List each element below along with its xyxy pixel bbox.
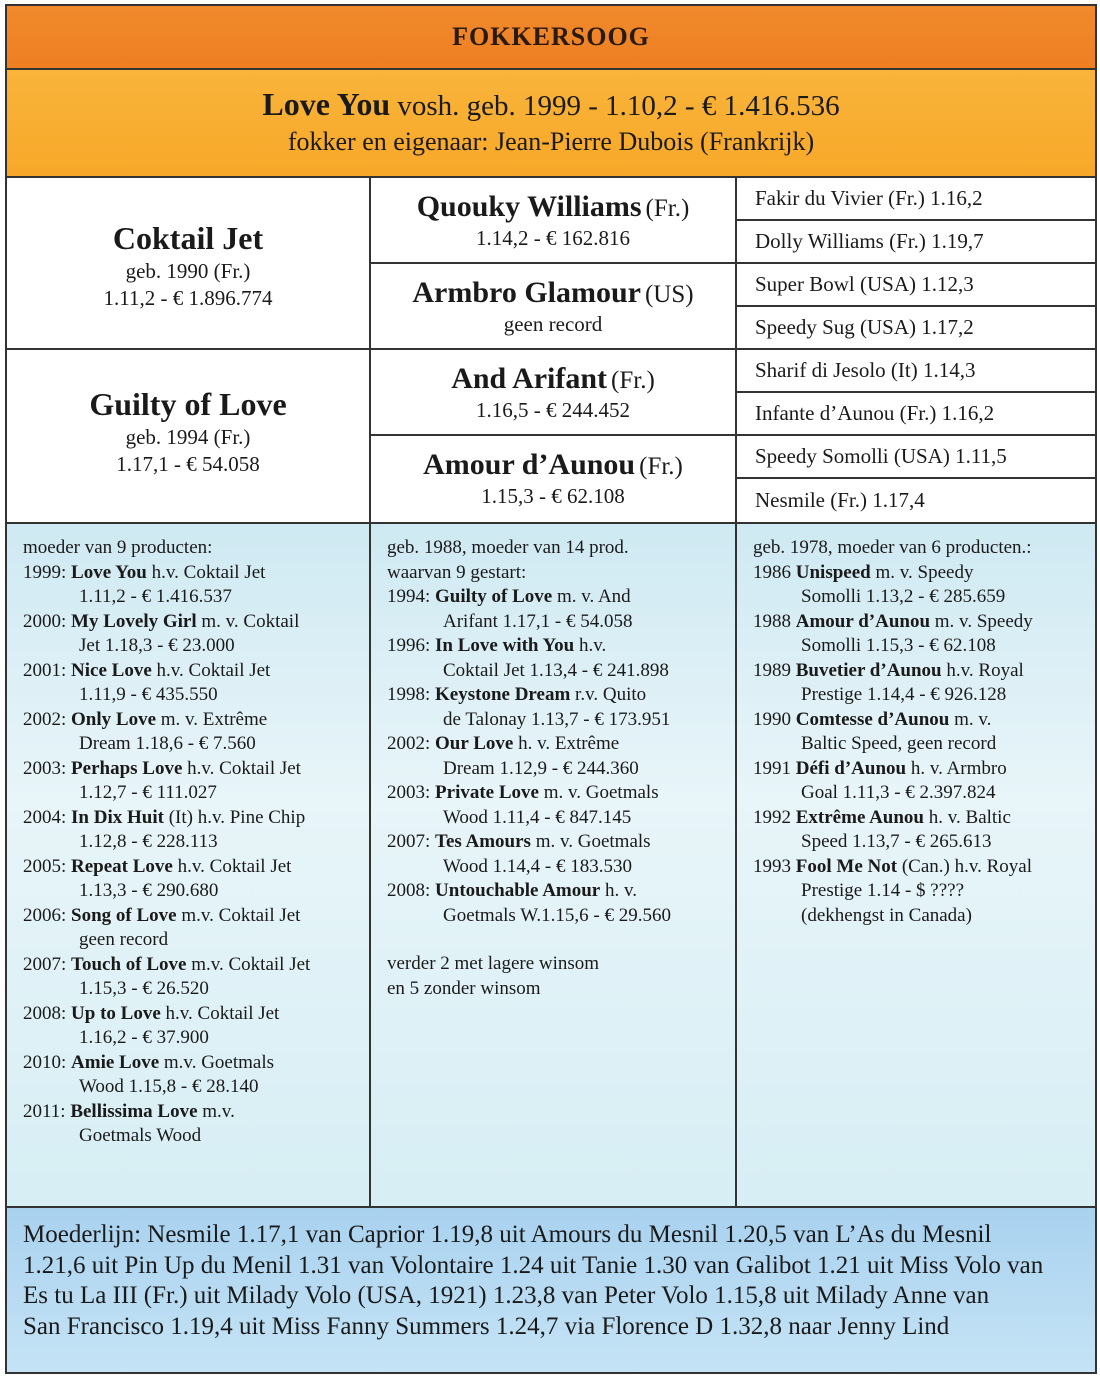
offspring-year: 1989: [753, 659, 791, 681]
great-granddam-offspring-column: [737, 524, 1095, 1206]
offspring-name: Amour d’Aunou: [795, 610, 931, 632]
offspring-record: Prestige 1.14 - $ ????: [801, 880, 965, 901]
offspring-desc: m.v. Goetmals: [163, 1051, 275, 1073]
offspring-name: My Lovely Girl: [71, 610, 197, 632]
offspring-record: Dream 1.18,6 - € 7.560: [79, 733, 256, 754]
offspring-name: Guilty of Love: [435, 586, 553, 607]
offspring-record: 1.11,9 - € 435.550: [79, 684, 218, 705]
sire-born: geb. 1990 (Fr.): [125, 259, 251, 283]
grandparent-origin: (Fr.): [611, 367, 655, 394]
offspring-desc: h. v. Extrême: [518, 733, 620, 754]
spacer: [387, 928, 735, 952]
grandparent-cell: [371, 264, 735, 350]
offspring-record: Somolli 1.13,2 - € 285.659: [801, 586, 1006, 607]
offspring-record: Goetmals W.1.15,6 - € 29.560: [443, 904, 671, 926]
offspring-record: Somolli 1.15,3 - € 62.108: [801, 635, 996, 656]
offspring-record: 1.13,3 - € 290.680: [79, 880, 219, 901]
offspring-desc: m. v. Goetmals: [543, 782, 659, 803]
offspring-year: 2011:: [23, 1100, 66, 1122]
offspring-name: Extrême Aunou: [795, 806, 924, 828]
offspring-record: Wood 1.15,8 - € 28.140: [79, 1076, 259, 1097]
offspring-year: 1993: [753, 855, 791, 877]
offspring-year: 1999:: [23, 561, 67, 583]
offspring-name: Défi d’Aunou: [795, 757, 907, 779]
horse-header: [7, 70, 1095, 178]
offspring-year: 2003:: [387, 782, 431, 803]
offspring-desc: m.v.: [202, 1100, 235, 1122]
offspring-desc: h.v. Coktail Jet: [165, 1002, 280, 1024]
offspring-entry: [753, 561, 1095, 586]
offspring-record: Arifant 1.17,1 - € 54.058: [443, 610, 633, 632]
dam-offspring-column: [7, 524, 371, 1206]
offspring-name: Bellissima Love: [70, 1100, 198, 1122]
offspring-entry: [23, 1002, 369, 1027]
grandparent-name: Armbro Glamour: [412, 276, 641, 309]
offspring-year: 1990: [753, 708, 791, 730]
grandparent-origin: (Fr.): [639, 453, 683, 480]
offspring-record: Jet 1.18,3 - € 23.000: [79, 635, 235, 656]
dam-born: geb. 1994 (Fr.): [125, 425, 251, 449]
offspring-entry: [23, 757, 369, 782]
horse-details: vosh. geb. 1999 - 1.10,2 - € 1.416.536: [397, 90, 840, 122]
offspring-year: 2008:: [23, 1002, 67, 1024]
granddam-offspring-column: [371, 524, 737, 1206]
offspring-entry: [387, 830, 735, 855]
offspring-year: 2004:: [23, 806, 67, 828]
offspring-desc: h. v.: [605, 880, 638, 901]
offspring-entry: [23, 708, 369, 733]
dam-line-text: San Francisco 1.19,4 uit Miss Fanny Summers 1.24,7 via Florence D 1.32,8 naar Jenny Lind: [23, 1312, 950, 1340]
grandparent-record: 1.16,5 - € 244.452: [476, 398, 630, 422]
offspring-year: 2002:: [387, 733, 431, 754]
pedigree-card: [5, 4, 1097, 1374]
offspring-entry: [387, 585, 735, 610]
offspring-year: 1988: [753, 610, 791, 632]
grandparent-record: 1.14,2 - € 162.816: [476, 226, 630, 250]
offspring-year: 1996:: [387, 635, 431, 656]
offspring-year: 2005:: [23, 855, 67, 877]
offspring-record: Goal 1.11,3 - € 2.397.824: [801, 782, 996, 803]
offspring-entry: [387, 634, 735, 659]
offspring-desc: (It) h.v. Pine Chip: [168, 806, 306, 828]
grandparent-name: Quouky Williams: [416, 190, 642, 223]
offspring-note: (dekhengst in Canada): [801, 904, 972, 926]
column-outro: en 5 zonder winsom: [387, 977, 541, 999]
offspring-year: 2008:: [387, 880, 431, 901]
offspring-record: 1.16,2 - € 37.900: [79, 1027, 209, 1048]
offspring-name: Nice Love: [71, 659, 152, 681]
offspring-name: Fool Me Not: [795, 855, 898, 877]
dam-cell: [7, 350, 369, 522]
grandparent-name: Amour d’Aunou: [423, 448, 636, 481]
offspring-name: Comtesse d’Aunou: [795, 708, 950, 730]
grandparent-cell: [371, 436, 735, 522]
offspring-desc: m. v. Goetmals: [535, 831, 651, 852]
great-grandparents-column: [737, 178, 1095, 522]
offspring-entry: [387, 781, 735, 806]
offspring-year: 2001:: [23, 659, 67, 681]
offspring-entry: [753, 708, 1095, 733]
offspring-name: Private Love: [435, 782, 539, 803]
offspring-entry: [387, 879, 735, 904]
grandparent-origin: (US): [644, 281, 694, 308]
offspring-desc: h.v. Coktail Jet: [156, 659, 271, 681]
offspring-year: 2006:: [23, 904, 67, 926]
offspring-desc: h.v. Royal: [946, 659, 1024, 681]
offspring-name: Untouchable Amour: [435, 880, 601, 901]
great-grandparent: Speedy Somolli (USA) 1.11,5: [737, 436, 1095, 479]
offspring-year: 1991: [753, 757, 791, 779]
offspring-record: Dream 1.12,9 - € 244.360: [443, 757, 639, 779]
offspring-name: Touch of Love: [71, 953, 187, 975]
dam-line-text: Moederlijn: Nesmile 1.17,1 van Caprior 1.19,8 uit Amours du Mesnil 1.20,5 van L’As du Mesnil: [23, 1221, 992, 1248]
offspring-record: Baltic Speed, geen record: [801, 733, 997, 754]
page-title: FOKKERSOOG: [452, 22, 650, 51]
great-grandparent: Speedy Sug (USA) 1.17,2: [737, 307, 1095, 350]
great-grandparent: Nesmile (Fr.) 1.17,4: [755, 488, 925, 512]
offspring-name: Repeat Love: [71, 855, 173, 877]
offspring-record: Wood 1.14,4 - € 183.530: [443, 855, 632, 877]
grandparent-record: geen record: [503, 312, 603, 336]
offspring-entry: [23, 953, 369, 978]
column-outro: verder 2 met lagere winsom: [387, 953, 600, 974]
dam-record: 1.17,1 - € 54.058: [116, 452, 260, 476]
pedigree-table: [7, 178, 1095, 522]
offspring-year: 2010:: [23, 1051, 67, 1073]
offspring-entry: [753, 659, 1095, 684]
horse-line: [7, 86, 1095, 123]
offspring-record: geen record: [79, 929, 169, 950]
offspring-year: 2007:: [23, 953, 67, 975]
offspring-entry: [23, 659, 369, 684]
offspring-entry: [23, 904, 369, 929]
grandparent-cell: [371, 350, 735, 436]
dam-line-text: 1.21,6 uit Pin Up du Menil 1.31 van Volontaire 1.24 uit Tanie 1.30 van Galibot 1.21 uit Miss Volo van: [23, 1251, 1044, 1279]
offspring-year: 1994:: [387, 586, 431, 607]
offspring-record: 1.12,8 - € 228.113: [79, 831, 218, 852]
offspring-entry: [387, 683, 735, 708]
offspring-entry: [23, 806, 369, 831]
sire-name: Coktail Jet: [112, 220, 264, 256]
offspring-year: 2003:: [23, 757, 67, 779]
grandparent-cell: [371, 178, 735, 264]
owner-line: fokker en eigenaar: Jean-Pierre Dubois (Frankrijk): [287, 127, 815, 156]
dam-name: Guilty of Love: [89, 386, 287, 422]
offspring-name: Amie Love: [71, 1051, 160, 1073]
offspring-name: Song of Love: [71, 904, 177, 926]
offspring-entry: [387, 732, 735, 757]
sire-cell: [7, 178, 369, 350]
offspring-desc: h. v. Baltic: [928, 806, 1011, 828]
column-intro: waarvan 9 gestart:: [387, 561, 527, 583]
great-grandparent: Infante d’Aunou (Fr.) 1.16,2: [737, 393, 1095, 436]
offspring-desc: h.v.: [578, 635, 607, 656]
offspring-entry: [753, 855, 1095, 880]
offspring-record: 1.15,3 - € 26.520: [79, 978, 209, 999]
offspring-record: Wood 1.11,4 - € 847.145: [443, 806, 632, 828]
sire-record: 1.11,2 - € 1.896.774: [103, 286, 273, 310]
offspring-desc: (Can.) h.v. Royal: [901, 855, 1032, 877]
offspring-entry: [753, 806, 1095, 831]
horse-name: Love You: [262, 86, 391, 122]
grandparent-name: And Arifant: [451, 362, 608, 395]
offspring-year: 1998:: [387, 684, 431, 705]
column-intro: moeder van 9 producten:: [23, 537, 213, 558]
column-intro: geb. 1978, moeder van 6 producten.:: [753, 537, 1032, 558]
offspring-name: Only Love: [71, 708, 157, 730]
offspring-record: Speed 1.13,7 - € 265.613: [801, 831, 992, 852]
grandparent-origin: (Fr.): [645, 195, 690, 222]
offspring-desc: m. v.: [954, 708, 992, 730]
offspring-entry: [23, 610, 369, 635]
offspring-entry: [753, 610, 1095, 635]
offspring-desc: h.v. Coktail Jet: [151, 561, 266, 583]
offspring-desc: m. v. And: [556, 586, 631, 607]
dam-line-footer: [7, 1208, 1095, 1372]
offspring-desc: h. v. Armbro: [910, 757, 1007, 779]
offspring-name: Buvetier d’Aunou: [795, 659, 942, 681]
offspring-record: de Talonay 1.13,7 - € 173.951: [443, 708, 671, 730]
offspring-desc: m.v. Coktail Jet: [181, 904, 301, 926]
offspring-desc: h.v. Coktail Jet: [187, 757, 301, 779]
offspring-name: In Love with You: [435, 635, 575, 656]
grandparents-column: [371, 178, 737, 522]
offspring-desc: h.v. Coktail Jet: [177, 855, 292, 877]
great-grandparent: Sharif di Jesolo (It) 1.14,3: [737, 350, 1095, 393]
offspring-year: 1986: [753, 561, 791, 583]
offspring-name: Keystone Dream: [435, 684, 571, 705]
offspring-year: 1992: [753, 806, 791, 828]
offspring-name: Tes Amours: [435, 831, 531, 852]
offspring-desc: m.v. Coktail Jet: [191, 953, 311, 975]
offspring-desc: r.v. Quito: [575, 684, 647, 705]
great-grandparent: Dolly Williams (Fr.) 1.19,7: [737, 221, 1095, 264]
offspring-record: 1.12,7 - € 111.027: [79, 782, 217, 803]
dam-line-text: Es tu La III (Fr.) uit Milady Volo (USA, 1921) 1.23,8 van Peter Volo 1.15,8 uit Milady Anne van: [23, 1282, 990, 1309]
offspring-year: 2002:: [23, 708, 67, 730]
offspring-entry: [23, 561, 369, 586]
offspring-desc: m. v. Coktail: [201, 610, 300, 632]
offspring-name: Our Love: [435, 733, 514, 754]
great-grandparent: Super Bowl (USA) 1.12,3: [737, 264, 1095, 307]
offspring-name: Up to Love: [71, 1002, 161, 1024]
grandparent-record: 1.15,3 - € 62.108: [481, 484, 625, 508]
offspring-record: 1.11,2 - € 1.416.537: [79, 586, 232, 607]
offspring-desc: m. v. Speedy: [934, 610, 1033, 632]
offspring-name: Love You: [71, 561, 147, 583]
offspring-entry: [23, 1051, 369, 1076]
offspring-entry: [23, 855, 369, 880]
offspring-record: Goetmals Wood: [79, 1125, 202, 1146]
parents-column: [7, 178, 371, 522]
offspring-name: Perhaps Love: [71, 757, 183, 779]
title-bar: [7, 6, 1095, 70]
offspring-entry: [23, 1100, 369, 1125]
offspring-record: Prestige 1.14,4 - € 926.128: [801, 684, 1007, 705]
offspring-name: In Dix Huit: [71, 806, 164, 828]
offspring-year: 2000:: [23, 610, 67, 632]
offspring-name: Unispeed: [795, 561, 871, 583]
offspring-year: 2007:: [387, 831, 431, 852]
offspring-section: [7, 522, 1095, 1208]
offspring-desc: m. v. Speedy: [875, 561, 974, 583]
offspring-entry: [753, 757, 1095, 782]
column-intro: geb. 1988, moeder van 14 prod.: [387, 537, 629, 558]
offspring-record: Coktail Jet 1.13,4 - € 241.898: [443, 659, 669, 681]
offspring-desc: m. v. Extrême: [160, 708, 268, 730]
great-grandparent: Fakir du Vivier (Fr.) 1.16,2: [737, 178, 1095, 221]
